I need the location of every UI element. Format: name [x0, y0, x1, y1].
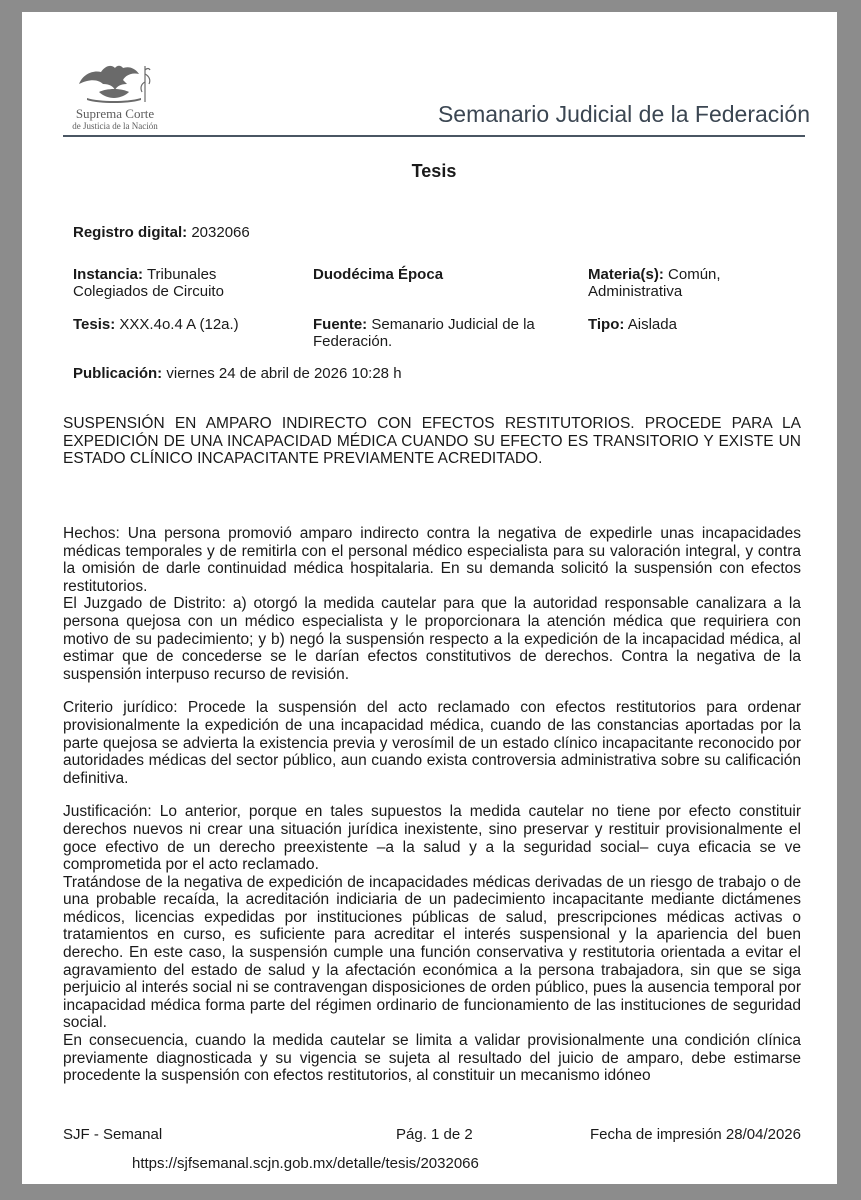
tesis-body — [63, 525, 801, 1085]
instancia — [73, 266, 273, 300]
instancia-label: Instancia: — [73, 266, 144, 283]
justificacion-paragraph-2: Tratándose de la negativa de expedición de incapacidades médicas derivadas de un riesgo de trabajo o de una probable recaída, la acreditación indiciaria de un padecimiento incapacitante mediante dictámenes médicos, licencias expedidas por instituciones públicas de salud, prescripciones médicas activas o tratamientos en curso, es suficiente para acreditar el interés suspensional y la apariencia del buen derecho. En este caso, la suspensión cumple una función conservativa y restitutoria orientada a evitar el agravamiento del estado de salud y la afectación económica a la persona trabajadora, sin que se siga perjuicio al interés social ni se contravengan disposiciones de orden público, pues la ausencia temporal por incapacidad médica forma parte del régimen ordinario de funcionamiento de las instituciones de seguridad social. — [63, 873, 801, 1032]
logo-line-1: Suprema Corte — [75, 106, 155, 121]
epoca — [313, 266, 553, 283]
tesis-url-link[interactable]: https://sjfsemanal.scjn.gob.mx/detalle/tesis/2032066 — [132, 1155, 479, 1172]
registro-value: 2032066 — [191, 224, 250, 241]
fuente — [313, 316, 568, 350]
journal-title: Semanario Judicial de la Federación — [437, 101, 810, 127]
page-number: Pág. 1 de 2 — [396, 1126, 473, 1143]
tipo-label: Tipo: — [588, 316, 625, 333]
tipo-value: Aislada — [627, 316, 677, 333]
epoca-value: Duodécima Época — [313, 266, 444, 283]
criterio-paragraph: Criterio jurídico: Procede la suspensión del acto reclamado con efectos restitutorios para ordenar provisionalmente la expedición de una incapacidad médica, cuando de las constancias aportadas por la parte quejosa se advierta la existencia previa y verosímil de un estado clínico incapacitante reconocido por autoridades médicas del sector público, aun cuando exista controversia administrativa sobre su calificación definitiva. — [63, 699, 801, 787]
registro-label: Registro digital: — [73, 224, 188, 241]
tesis-value: XXX.4o.4 A (12a.) — [119, 316, 239, 333]
eagle-emblem-icon — [69, 62, 161, 106]
materias-label: Materia(s): — [588, 266, 664, 283]
fuente-value: Semanario Judicial de la Federación. — [313, 316, 535, 350]
header-divider — [63, 135, 805, 137]
hechos-paragraph: Hechos: Una persona promovió amparo indirecto contra la negativa de expedirle unas incapacidades médicas temporales y de remitirla con el personal médico especialista para su valoración integral, y contra la omisión de darle continuidad médica hospitalaria. En su demanda solicitó la suspensión con efectos restitutorios. — [63, 525, 801, 595]
tesis-label: Tesis: — [73, 316, 116, 333]
materias — [588, 266, 788, 300]
scjn-logo — [65, 62, 175, 146]
publicacion-value: viernes 24 de abril de 2026 10:28 h — [166, 365, 402, 382]
registro-digital — [73, 224, 250, 241]
justificacion-paragraph-3: En consecuencia, cuando la medida cautelar se limita a validar provisionalmente una condición clínica previamente diagnosticada y su vigencia se sujeta al resultado del juicio de amparo, debe estimarse procedente la suspensión con efectos restitutorios, al constituir un mecanismo idóneo — [63, 1032, 801, 1085]
logo-line-2: de Justicia de la Nación — [72, 121, 158, 131]
justificacion-paragraph: Justificación: Lo anterior, porque en tales supuestos la medida cautelar no tiene por efecto constituir derechos nuevos ni crear una situación jurídica inexistente, sino preservar y restituir provisionalmente el goce efectivo de un derecho preexistente –a la salud y a la seguridad social– cuya eficacia se ve comprometida por el acto reclamado. — [63, 803, 801, 874]
tesis-rubro: SUSPENSIÓN EN AMPARO INDIRECTO CON EFECTOS RESTITUTORIOS. PROCEDE PARA LA EXPEDICIÓN DE UNA INCAPACIDAD MÉDICA CUANDO SU EFECTO ES TRANSITORIO Y EXISTE UN ESTADO CLÍNICO INCAPACITANTE PREVIAMENTE ACREDITADO. — [63, 415, 801, 467]
document-title: Tesis — [411, 161, 457, 181]
juzgado-paragraph: El Juzgado de Distrito: a) otorgó la medida cautelar para que la autoridad responsable canalizara a la persona quejosa con un médico especialista y le proporcionara la atención médica que requiriera con motivo de su padecimiento; y b) negó la suspensión respecto a la expedición de la incapacidad médica, al estimar que de concederse se le darían efectos constitutivos de derechos. Contra la negativa de la suspensión interpuso recurso de revisión. — [63, 595, 801, 683]
footer-source: SJF - Semanal — [63, 1126, 163, 1143]
fuente-label: Fuente: — [313, 316, 368, 333]
instancia-value: Tribunales Colegiados de Circuito — [73, 266, 224, 300]
tipo — [588, 316, 788, 333]
tesis-id — [73, 316, 293, 333]
materias-value: Común, Administrativa — [588, 266, 721, 300]
print-date: Fecha de impresión 28/04/2026 — [590, 1126, 801, 1143]
publicacion — [73, 365, 573, 382]
document-page — [22, 12, 837, 1184]
publicacion-label: Publicación: — [73, 365, 163, 382]
